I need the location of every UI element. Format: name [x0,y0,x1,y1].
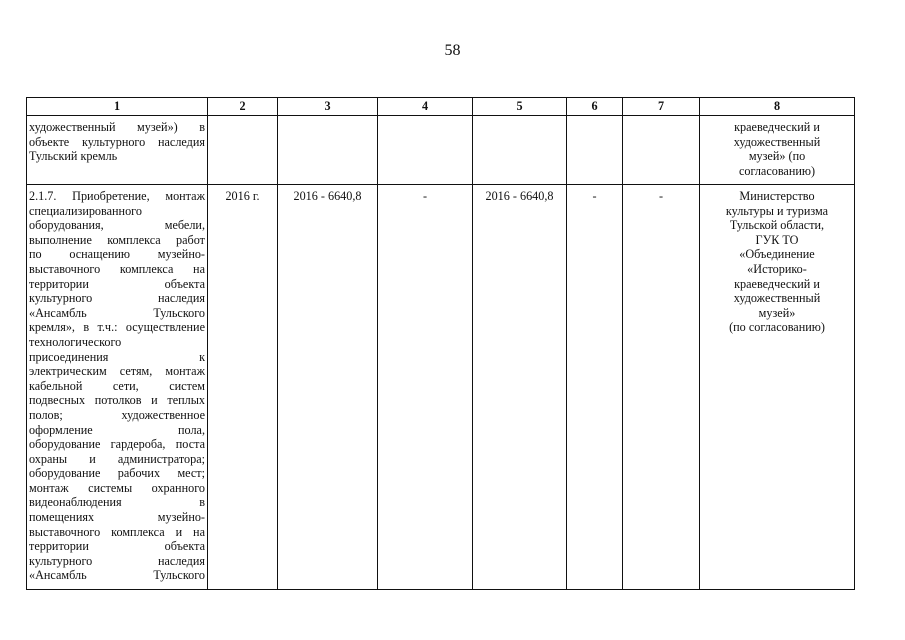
text-line: подвесных потолков и теплых [29,393,205,408]
text-line: согласованию) [738,163,816,178]
text-line: оборудования, мебели, [29,218,205,233]
cell-description [27,185,208,590]
cell-funding-total: 2016 - 6640,8 [278,185,378,590]
text-line: культурного наследия [29,553,205,568]
cell-executor [700,116,855,185]
cell-funding-other: - [623,185,700,590]
cell-funding-regional: 2016 - 6640,8 [473,185,567,590]
header-col-2: 2 [208,98,278,116]
text-line: оборудование гардероба, поста [29,437,205,452]
program-table [26,97,855,590]
text-line: (по согласованию) [729,320,825,335]
cell-funding-federal: - [378,185,473,590]
header-col-4: 4 [378,98,473,116]
text-line: «Ансамбль Тульского [29,568,205,583]
text-line: художественный музей») в [29,120,205,134]
text-line: выставочного комплекса на [29,261,205,276]
text-line: художественный [733,291,821,306]
table-row-2-1-7 [27,185,855,590]
cell-description [27,116,208,185]
header-col-6: 6 [567,98,623,116]
cell-empty [208,116,278,185]
cell-empty [623,116,700,185]
text-line: ГУК ТО [755,232,799,247]
text-line: территории объекта [29,539,205,554]
text-line: электрическим сетям, монтаж [29,364,205,379]
text-line: по оснащению музейно- [29,247,205,262]
cell-funding-local: - [567,185,623,590]
table-row-continued [27,116,855,185]
cell-empty [378,116,473,185]
text-line: Тульской области, [729,218,825,233]
text-line: присоединения к [29,349,205,364]
cell-year: 2016 г. [208,185,278,590]
cell-empty [278,116,378,185]
text-line: полов; художественное [29,407,205,422]
cell-empty [567,116,623,185]
table-header-row [27,98,855,116]
text-line: помещениях музейно- [29,510,205,525]
text-line: музей» (по [748,149,806,164]
text-line: кабельной сети, систем [29,378,205,393]
text-line: специализированного [29,203,142,218]
text-line: «Объединение [739,247,815,262]
text-line: «Историко- [747,261,807,276]
text-line: «Ансамбль Тульского [29,305,205,320]
text-line: культурного наследия [29,291,205,306]
text-line: оформление пола, [29,422,205,437]
text-line: кремля», в т.ч.: осуществление [29,320,205,335]
text-line: культуры и туризма [725,203,829,218]
text-line: видеонаблюдения в [29,495,205,510]
text-line: Тульский кремль [29,149,118,164]
text-line: художественный [733,134,821,149]
text-line: Министерство [739,189,815,203]
header-col-5: 5 [473,98,567,116]
text-line: охраны и администратора; [29,451,205,466]
text-line: территории объекта [29,276,205,291]
text-line: объекте культурного наследия [29,134,205,149]
text-line: музей» [758,305,796,320]
text-line: выполнение комплекса работ [29,232,205,247]
text-line: выставочного комплекса и на [29,524,205,539]
text-line: оборудование рабочих мест; [29,466,205,481]
text-line: монтаж системы охранного [29,480,205,495]
text-line: краеведческий и [734,276,820,291]
text-line: краеведческий и [734,120,820,134]
cell-executor [700,185,855,590]
header-col-1: 1 [27,98,208,116]
text-line: 2.1.7. Приобретение, монтаж [29,189,205,203]
header-col-8: 8 [700,98,855,116]
cell-empty [473,116,567,185]
page-number: 58 [444,42,461,59]
header-col-3: 3 [278,98,378,116]
text-line: технологического [29,334,122,349]
header-col-7: 7 [623,98,700,116]
